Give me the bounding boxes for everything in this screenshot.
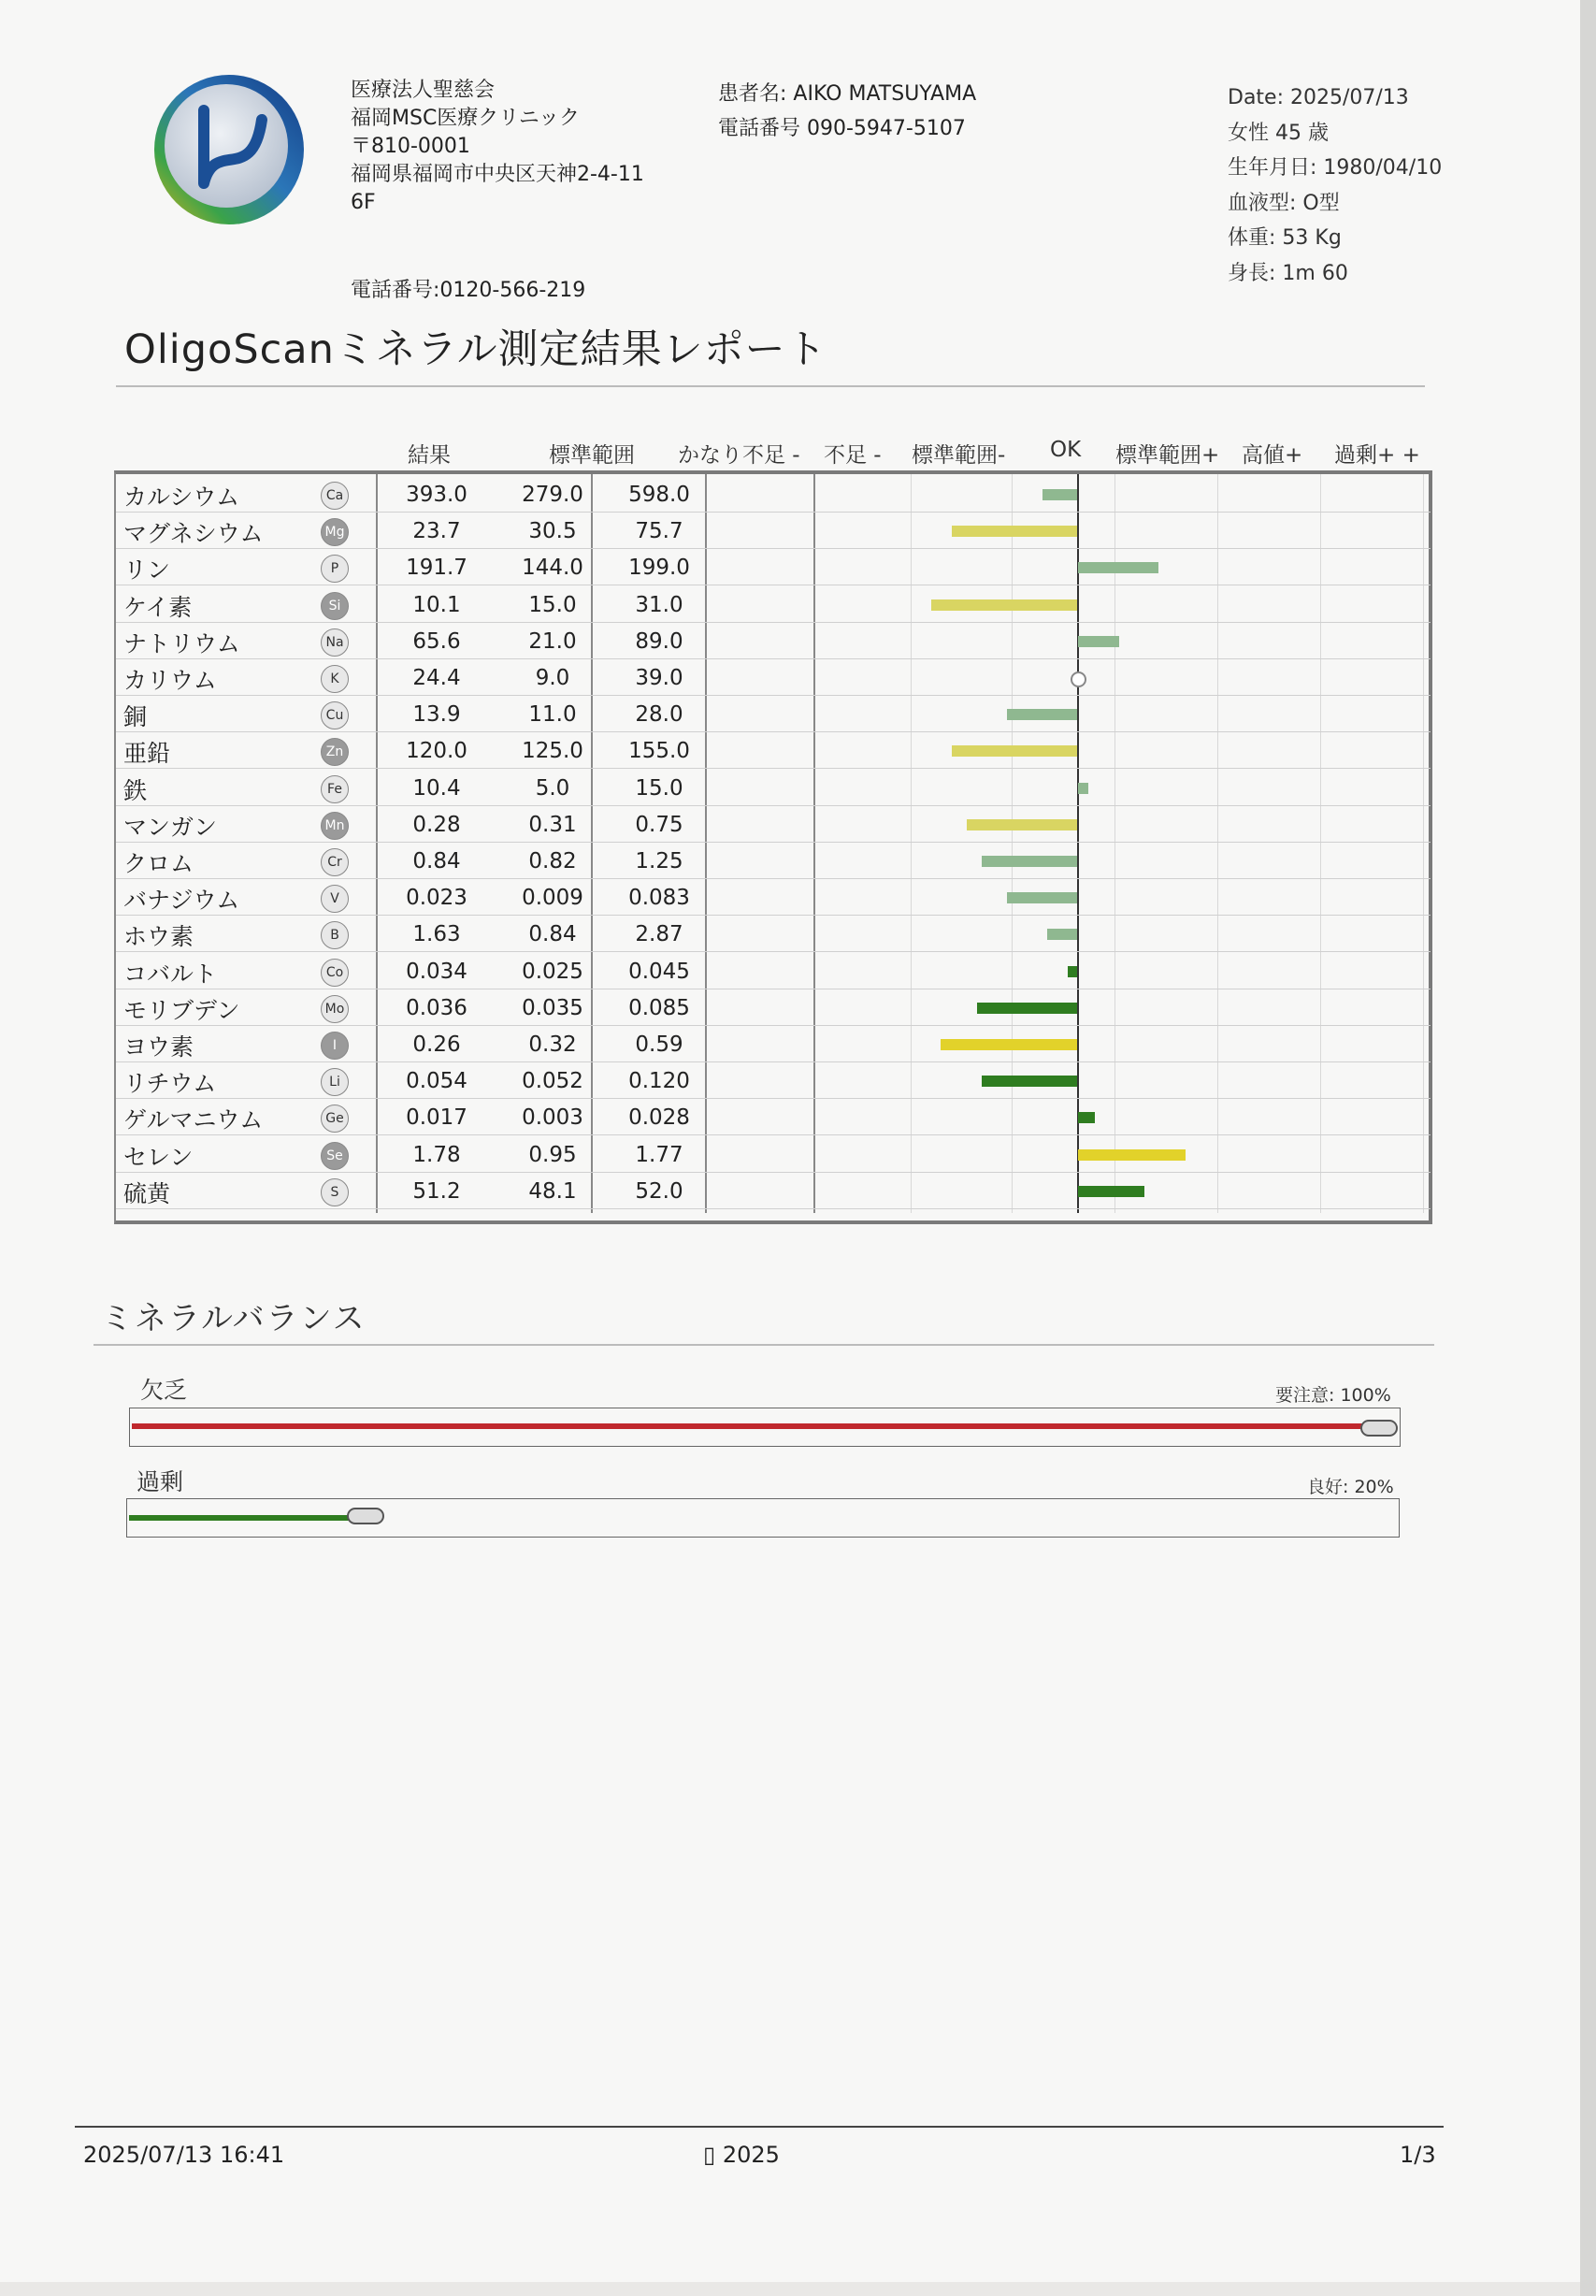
col-high: 高値+	[1242, 443, 1303, 468]
range-min: 0.003	[522, 1105, 583, 1131]
mineral-result: 0.84	[412, 849, 461, 874]
mineral-row	[116, 696, 1431, 732]
mineral-name: カリウム	[123, 667, 217, 694]
mineral-result: 51.2	[412, 1178, 461, 1204]
mineral-bar	[1042, 489, 1077, 500]
mineral-name: カルシウム	[123, 484, 240, 511]
patient-sex-age: 女性 45 歳	[1228, 121, 1329, 145]
range-max: 0.085	[628, 995, 690, 1020]
col-range: 標準範囲	[549, 443, 635, 468]
mineral-bar	[1078, 1112, 1095, 1123]
mineral-bar	[1007, 709, 1077, 720]
mineral-bar	[1078, 783, 1088, 794]
deficiency-label: 欠乏	[140, 1377, 188, 1404]
mineral-name: マンガン	[123, 813, 218, 841]
mineral-name: 亜鉛	[123, 740, 171, 768]
element-symbol-badge: Co	[321, 959, 349, 987]
range-max: 199.0	[628, 556, 690, 581]
mineral-name: バナジウム	[123, 887, 240, 915]
range-max: 0.045	[628, 959, 690, 984]
range-min: 48.1	[528, 1178, 577, 1204]
range-max: 28.0	[635, 702, 683, 728]
col-result: 結果	[408, 443, 451, 468]
footer-year: ▯ 2025	[703, 2142, 780, 2168]
mineral-name: モリブデン	[123, 996, 240, 1024]
element-symbol-badge: Zn	[321, 738, 349, 766]
footer-datetime: 2025/07/13 16:41	[83, 2142, 285, 2168]
mineral-name: 銅	[123, 703, 148, 731]
clinic-postal: 〒810-0001	[351, 135, 470, 158]
element-symbol-badge: Ca	[321, 482, 349, 510]
mineral-result: 13.9	[412, 702, 461, 728]
mineral-row	[116, 770, 1431, 806]
mineral-row	[116, 989, 1431, 1026]
balance-divider	[93, 1344, 1434, 1346]
range-max: 0.028	[628, 1105, 690, 1131]
report-title: OligoScanミネラル測定結果レポート	[124, 326, 827, 373]
range-max: 89.0	[635, 628, 683, 654]
mineral-row	[116, 586, 1431, 623]
range-min: 144.0	[522, 556, 583, 581]
mineral-name: 硫黄	[123, 1179, 171, 1207]
col-range-plus: 標準範囲+	[1115, 443, 1220, 468]
range-min: 5.0	[535, 775, 570, 801]
ok-marker	[1071, 671, 1086, 687]
range-min: 0.95	[528, 1142, 577, 1167]
range-max: 0.120	[628, 1069, 690, 1094]
clinic-address	[351, 77, 644, 217]
footer-divider	[75, 2126, 1444, 2128]
clinic-street: 福岡県福岡市中央区天神2-4-11	[351, 163, 644, 186]
mineral-result: 0.036	[406, 995, 467, 1020]
mineral-row	[116, 1026, 1431, 1062]
element-symbol-badge: V	[321, 885, 349, 913]
mineral-bar	[952, 745, 1077, 757]
mineral-result: 10.4	[412, 775, 461, 801]
mineral-name: ナトリウム	[123, 629, 240, 657]
patient-weight: 体重: 53 Kg	[1228, 226, 1342, 250]
patient-phone: 電話番号 090-5947-5107	[718, 117, 966, 140]
range-min: 125.0	[522, 739, 583, 764]
range-min: 0.84	[528, 922, 577, 947]
mineral-bar	[1078, 1186, 1144, 1197]
element-symbol-badge: B	[321, 921, 349, 949]
mineral-result: 393.0	[406, 483, 467, 507]
scan-edge	[1580, 0, 1596, 2296]
element-symbol-badge: K	[321, 665, 349, 693]
patient-name: 患者名: AIKO MATSUYAMA	[718, 82, 977, 106]
mineral-result: 65.6	[412, 628, 461, 654]
mineral-row	[116, 513, 1431, 549]
range-max: 2.87	[635, 922, 683, 947]
range-max: 0.59	[635, 1032, 683, 1057]
mineral-result: 0.28	[412, 812, 461, 837]
mineral-name: ゲルマニウム	[123, 1106, 264, 1134]
clinic-logo	[150, 73, 309, 227]
deficiency-status: 要注意: 100%	[1275, 1385, 1391, 1406]
range-max: 598.0	[628, 483, 690, 507]
range-max: 1.77	[635, 1142, 683, 1167]
mineral-name: ケイ素	[123, 593, 193, 621]
range-min: 0.035	[522, 995, 583, 1020]
element-symbol-badge: Se	[321, 1142, 349, 1170]
clinic-phone: 電話番号:0120-566-219	[351, 279, 586, 302]
range-min: 21.0	[528, 628, 577, 654]
mineral-table	[114, 470, 1432, 1224]
element-symbol-badge: Mo	[321, 995, 349, 1023]
mineral-bar	[1078, 1149, 1186, 1161]
col-ok: OK	[1050, 438, 1082, 462]
mineral-result: 1.78	[412, 1142, 461, 1167]
deficiency-knob	[1360, 1420, 1398, 1437]
range-min: 30.5	[528, 519, 577, 544]
patient-blood-type: 血液型: O型	[1228, 191, 1340, 215]
mineral-row	[116, 1136, 1431, 1173]
deficiency-gauge	[129, 1408, 1401, 1447]
mineral-bar	[1078, 562, 1158, 573]
mineral-name: 鉄	[123, 776, 148, 804]
mineral-bar	[1007, 892, 1077, 903]
mineral-name: リチウム	[123, 1070, 217, 1098]
mineral-row	[116, 623, 1431, 659]
mineral-name: セレン	[123, 1143, 194, 1171]
col-low: 不足 -	[824, 443, 882, 468]
range-max: 1.25	[635, 849, 683, 874]
mineral-result: 0.023	[406, 886, 467, 911]
element-symbol-badge: Si	[321, 592, 349, 620]
mineral-row	[116, 1062, 1431, 1099]
mineral-result: 1.63	[412, 922, 461, 947]
element-symbol-badge: I	[321, 1032, 349, 1060]
mineral-row	[116, 549, 1431, 585]
element-symbol-badge: Fe	[321, 775, 349, 803]
range-max: 31.0	[635, 592, 683, 617]
mineral-result: 24.4	[412, 666, 461, 690]
mineral-row	[116, 476, 1431, 513]
mineral-row	[116, 732, 1431, 769]
col-very-low: かなり不足 -	[678, 443, 800, 468]
element-symbol-badge: Mn	[321, 812, 349, 840]
mineral-bar	[941, 1039, 1077, 1050]
mineral-bar	[931, 599, 1077, 611]
element-symbol-badge: Li	[321, 1068, 349, 1096]
mineral-result: 191.7	[406, 556, 467, 581]
col-excess: 過剰+ +	[1334, 443, 1420, 468]
col-range-minus: 標準範囲-	[912, 443, 1006, 468]
range-max: 39.0	[635, 666, 683, 690]
row-divider	[116, 1208, 1431, 1209]
mineral-row	[116, 879, 1431, 916]
mineral-bar	[982, 1076, 1077, 1087]
mineral-row	[116, 953, 1431, 989]
mineral-row	[116, 806, 1431, 843]
clinic-floor: 6F	[351, 191, 376, 214]
range-min: 0.052	[522, 1069, 583, 1094]
mineral-name: クロム	[123, 850, 194, 877]
range-max: 0.75	[635, 812, 683, 837]
mineral-bar	[977, 1003, 1077, 1014]
mineral-row	[116, 1173, 1431, 1209]
report-date: Date: 2025/07/13	[1228, 86, 1409, 109]
range-min: 0.025	[522, 959, 583, 984]
range-min: 0.82	[528, 849, 577, 874]
patient-info	[1228, 80, 1442, 291]
range-max: 75.7	[635, 519, 683, 544]
excess-gauge	[126, 1498, 1400, 1538]
mineral-result: 0.017	[406, 1105, 467, 1131]
mineral-result: 0.26	[412, 1032, 461, 1057]
patient-birthday: 生年月日: 1980/04/10	[1228, 156, 1443, 180]
mineral-name: ホウ素	[123, 923, 194, 951]
footer-page: 1/3	[1400, 2142, 1436, 2168]
element-symbol-badge: Ge	[321, 1105, 349, 1133]
mineral-name: コバルト	[123, 960, 218, 988]
element-symbol-badge: S	[321, 1178, 349, 1206]
mineral-result: 10.1	[412, 592, 461, 617]
mineral-row	[116, 916, 1431, 952]
range-min: 9.0	[535, 666, 570, 690]
range-min: 0.32	[528, 1032, 577, 1057]
range-min: 15.0	[528, 592, 577, 617]
element-symbol-badge: Na	[321, 628, 349, 657]
range-min: 0.009	[522, 886, 583, 911]
mineral-result: 23.7	[412, 519, 461, 544]
mineral-name: ヨウ素	[123, 1033, 194, 1061]
mineral-result: 120.0	[406, 739, 467, 764]
range-min: 11.0	[528, 702, 577, 728]
mineral-bar	[1047, 929, 1077, 940]
excess-fill	[129, 1515, 364, 1521]
mineral-bar	[967, 819, 1077, 830]
mineral-row	[116, 1099, 1431, 1135]
excess-knob	[347, 1508, 384, 1524]
element-symbol-badge: Cu	[321, 701, 349, 729]
element-symbol-badge: P	[321, 555, 349, 583]
balance-title: ミネラルバランス	[101, 1300, 367, 1337]
excess-status: 良好: 20%	[1307, 1477, 1394, 1497]
mineral-row	[116, 843, 1431, 879]
clinic-name: 福岡MSC医療クリニック	[351, 107, 580, 130]
element-symbol-badge: Mg	[321, 518, 349, 546]
mineral-result: 0.034	[406, 959, 467, 984]
mineral-name: リン	[123, 556, 171, 585]
mineral-name: マグネシウム	[123, 520, 264, 548]
range-max: 15.0	[635, 775, 683, 801]
title-divider	[116, 385, 1425, 387]
range-max: 52.0	[635, 1178, 683, 1204]
excess-label: 過剰	[137, 1468, 184, 1495]
element-symbol-badge: Cr	[321, 848, 349, 876]
mineral-result: 0.054	[406, 1069, 467, 1094]
range-min: 279.0	[522, 483, 583, 507]
mineral-bar	[952, 526, 1077, 537]
patient-height: 身長: 1m 60	[1228, 261, 1348, 285]
deficiency-fill	[132, 1423, 1379, 1429]
range-min: 0.31	[528, 812, 577, 837]
range-max: 155.0	[628, 739, 690, 764]
mineral-bar	[982, 856, 1077, 867]
mineral-bar	[1078, 636, 1119, 647]
range-max: 0.083	[628, 886, 690, 911]
patient-block	[718, 77, 976, 146]
clinic-name-corp: 医療法人聖慈会	[351, 79, 496, 102]
mineral-row	[116, 659, 1431, 696]
mineral-bar	[1068, 966, 1077, 977]
